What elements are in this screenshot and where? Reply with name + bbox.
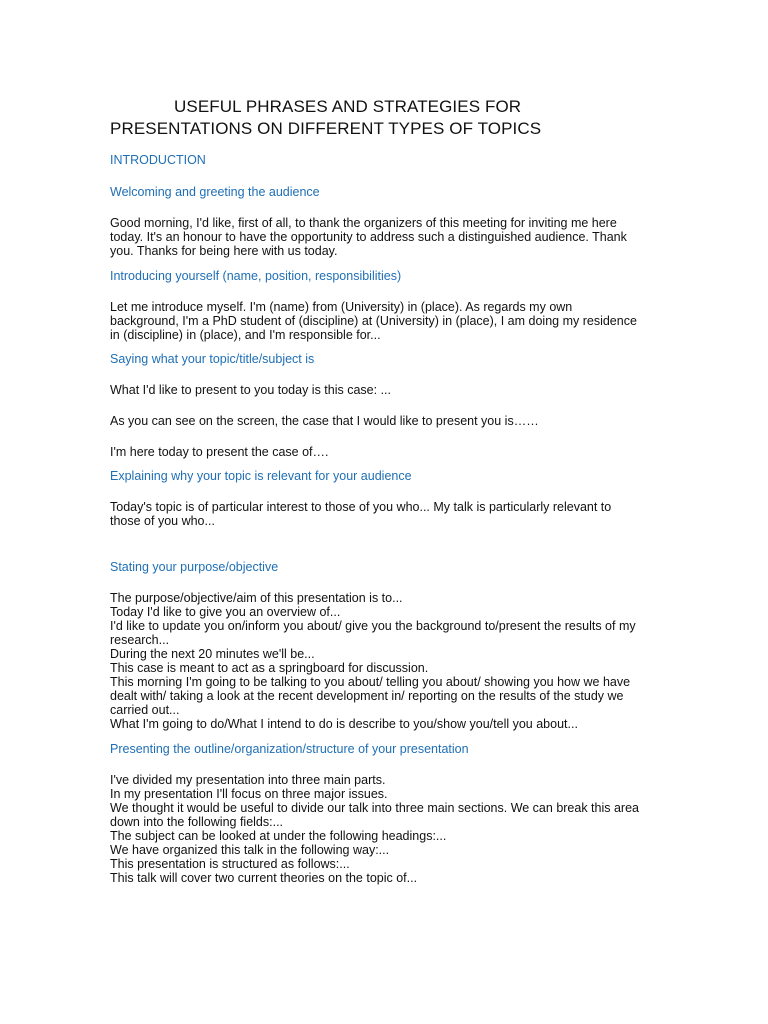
text-line: research... — [110, 633, 170, 647]
subheading-introducing: Introducing yourself (name, position, responsibilities) — [110, 269, 402, 283]
text-line: Today I'd like to give you an overview of... — [110, 605, 341, 619]
subheading-outline: Presenting the outline/organization/structure of your presentation — [110, 742, 469, 756]
text-line: down into the following fields:... — [110, 815, 284, 829]
text-line: background, I'm a PhD student of (discipline) at (University) in (place), I am doing my residence — [110, 314, 637, 328]
text-line: in (discipline) in (place), and I'm responsible for... — [110, 328, 381, 342]
text-line: This presentation is structured as follows:... — [110, 857, 350, 871]
paragraph-topic-2: As you can see on the screen, the case that I would like to present you is…… — [110, 414, 539, 428]
text-line: In my presentation I'll focus on three major issues. — [110, 787, 388, 801]
text-line: dealt with/ taking a look at the recent development in/ reporting on the results of the study we — [110, 689, 624, 703]
text-line: Good morning, I'd like, first of all, to thank the organizers of this meeting for inviting me here — [110, 216, 617, 230]
subheading-purpose: Stating your purpose/objective — [110, 560, 279, 574]
text-line: We thought it would be useful to divide our talk into three main sections. We can break this area — [110, 801, 639, 815]
paragraph-relevant — [110, 500, 670, 528]
paragraph-welcoming — [110, 216, 670, 258]
text-line: I've divided my presentation into three main parts. — [110, 773, 386, 787]
section-heading-introduction: INTRODUCTION — [110, 153, 206, 167]
subheading-topic: Saying what your topic/title/subject is — [110, 352, 315, 366]
paragraph-topic-1: What I'd like to present to you today is this case: ... — [110, 383, 391, 397]
text-line: This case is meant to act as a springboard for discussion. — [110, 661, 429, 675]
text-line: The subject can be looked at under the following headings:... — [110, 829, 447, 843]
title-line-1: USEFUL PHRASES AND STRATEGIES FOR — [174, 97, 522, 116]
text-line: The purpose/objective/aim of this presentation is to... — [110, 591, 403, 605]
paragraph-topic-3: I'm here today to present the case of…. — [110, 445, 329, 459]
paragraph-introducing — [110, 300, 670, 342]
text-line: those of you who... — [110, 514, 215, 528]
document-title — [110, 96, 670, 140]
document-page — [110, 96, 670, 885]
text-line: I'd like to update you on/inform you about/ give you the background to/present the results of my — [110, 619, 636, 633]
text-line: This morning I'm going to be talking to you about/ telling you about/ showing you how we have — [110, 675, 631, 689]
text-line: During the next 20 minutes we'll be... — [110, 647, 315, 661]
text-line: carried out... — [110, 703, 180, 717]
text-line: What I'm going to do/What I intend to do is describe to you/show you/tell you about... — [110, 717, 578, 731]
text-line: This talk will cover two current theories on the topic of... — [110, 871, 418, 885]
text-line: Today's topic is of particular interest to those of you who... My talk is particularly relevant to — [110, 500, 612, 514]
title-line-2: PRESENTATIONS ON DIFFERENT TYPES OF TOPICS — [110, 119, 542, 138]
subheading-welcoming: Welcoming and greeting the audience — [110, 185, 320, 199]
text-line: today. It's an honour to have the opportunity to address such a distinguished audience. Thank — [110, 230, 627, 244]
text-line: We have organized this talk in the following way:... — [110, 843, 390, 857]
subheading-relevant: Explaining why your topic is relevant for your audience — [110, 469, 412, 483]
text-line: Let me introduce myself. I'm (name) from (University) in (place). As regards my own — [110, 300, 573, 314]
paragraph-outline — [110, 773, 670, 885]
text-line: you. Thanks for being here with us today. — [110, 244, 338, 258]
paragraph-purpose — [110, 591, 670, 731]
